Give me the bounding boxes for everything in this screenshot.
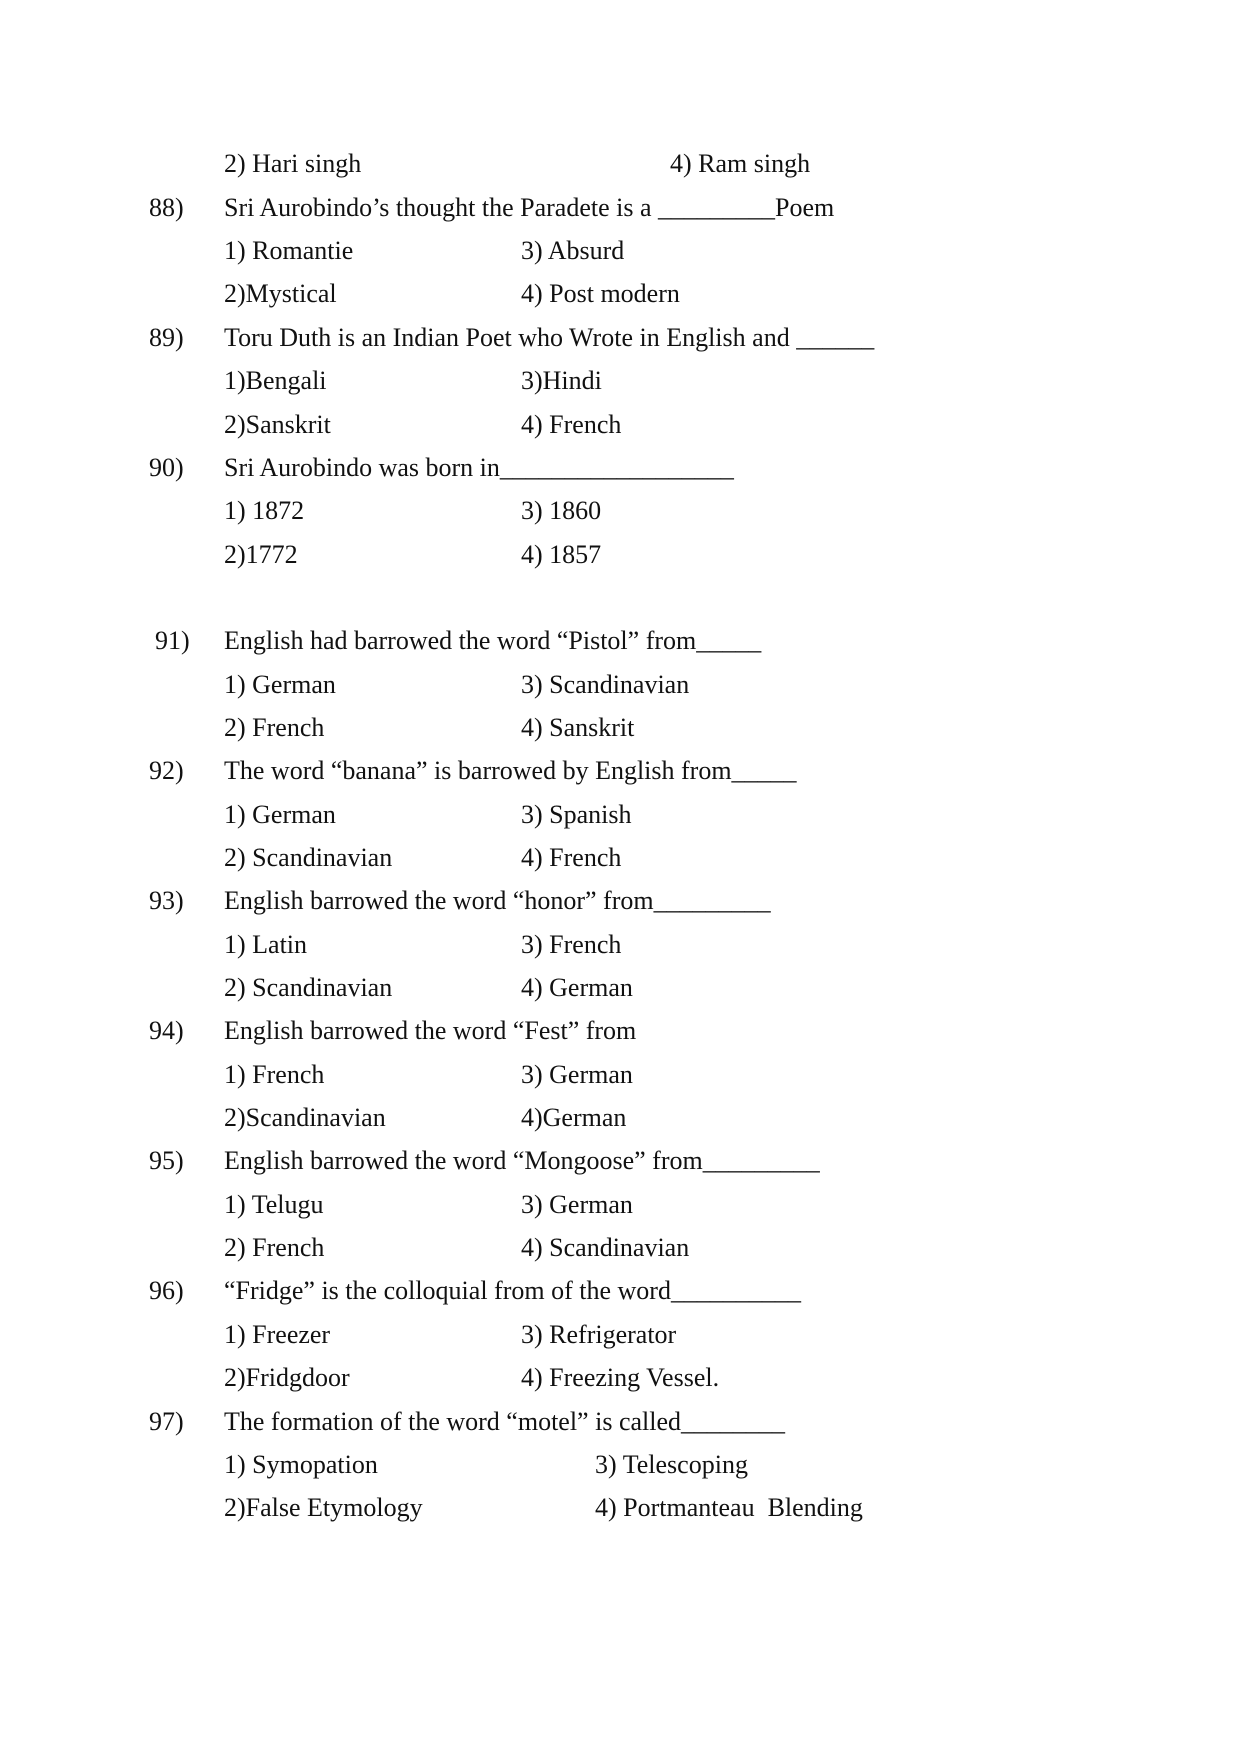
option-1: 1) Romantie	[224, 236, 354, 265]
option-3: 3) Telescoping	[595, 1450, 748, 1479]
option-4: 4) French	[521, 410, 622, 439]
question-number: 96)	[149, 1276, 184, 1305]
question-number: 97)	[149, 1407, 184, 1436]
question-number: 92)	[149, 756, 184, 785]
question-number: 94)	[149, 1016, 184, 1045]
question-number: 90)	[149, 453, 184, 482]
question-text: English barrowed the word “honor” from_________	[224, 886, 771, 915]
option-4: 4) 1857	[521, 540, 602, 569]
question-text: Toru Duth is an Indian Poet who Wrote in English and ______	[224, 323, 875, 352]
question-text: The word “banana” is barrowed by English from_____	[224, 756, 797, 785]
option-2: 2) Scandinavian	[224, 973, 393, 1002]
option-3: 3) 1860	[521, 496, 602, 525]
option-2: 2)Sanskrit	[224, 410, 331, 439]
question-number: 89)	[149, 323, 184, 352]
option-3: 3) French	[521, 930, 622, 959]
question-text: English barrowed the word “Mongoose” from_________	[224, 1146, 820, 1175]
option-1: 1) German	[224, 670, 336, 699]
option-3: 3) German	[521, 1190, 633, 1219]
option-2: 2)1772	[224, 540, 298, 569]
question-number: 95)	[149, 1146, 184, 1175]
question-text: English had barrowed the word “Pistol” from_____	[224, 626, 762, 655]
option-2: 2)Scandinavian	[224, 1103, 386, 1132]
question-number: 93)	[149, 886, 184, 915]
question-text: Sri Aurobindo’s thought the Paradete is a _________Poem	[224, 193, 835, 222]
option-1: 1) Freezer	[224, 1320, 331, 1349]
q87-option-4: 4) Ram singh	[670, 149, 811, 178]
option-4: 4) German	[521, 973, 633, 1002]
option-4: 4) Portmanteau Blending	[595, 1493, 863, 1522]
option-1: 1) French	[224, 1060, 325, 1089]
option-4: 4) French	[521, 843, 622, 872]
question-text: Sri Aurobindo was born in__________________	[224, 453, 734, 482]
q87-option-2: 2) Hari singh	[224, 149, 362, 178]
question-text: “Fridge” is the colloquial from of the word__________	[224, 1276, 801, 1305]
option-4: 4) Post modern	[521, 279, 680, 308]
option-1: 1) Symopation	[224, 1450, 378, 1479]
question-number: 91)	[155, 626, 190, 655]
option-4: 4) Scandinavian	[521, 1233, 690, 1262]
option-2: 2)Mystical	[224, 279, 337, 308]
option-1: 1) Latin	[224, 930, 308, 959]
question-text: English barrowed the word “Fest” from	[224, 1016, 637, 1045]
option-2: 2) French	[224, 713, 325, 742]
option-2: 2)Fridgdoor	[224, 1363, 350, 1392]
option-1: 1)Bengali	[224, 366, 327, 395]
option-2: 2) Scandinavian	[224, 843, 393, 872]
option-1: 1) Telugu	[224, 1190, 324, 1219]
option-1: 1) German	[224, 800, 336, 829]
option-3: 3) Spanish	[521, 800, 632, 829]
option-2: 2) French	[224, 1233, 325, 1262]
option-4: 4) Freezing Vessel.	[521, 1363, 720, 1392]
option-4: 4)German	[521, 1103, 627, 1132]
option-2: 2)False Etymology	[224, 1493, 423, 1522]
option-4: 4) Sanskrit	[521, 713, 635, 742]
option-3: 3) Scandinavian	[521, 670, 690, 699]
option-3: 3) Refrigerator	[521, 1320, 677, 1349]
question-number: 88)	[149, 193, 184, 222]
option-3: 3)Hindi	[521, 366, 602, 395]
question-text: The formation of the word “motel” is called________	[224, 1407, 786, 1436]
option-3: 3) Absurd	[521, 236, 625, 265]
option-3: 3) German	[521, 1060, 633, 1089]
option-1: 1) 1872	[224, 496, 305, 525]
